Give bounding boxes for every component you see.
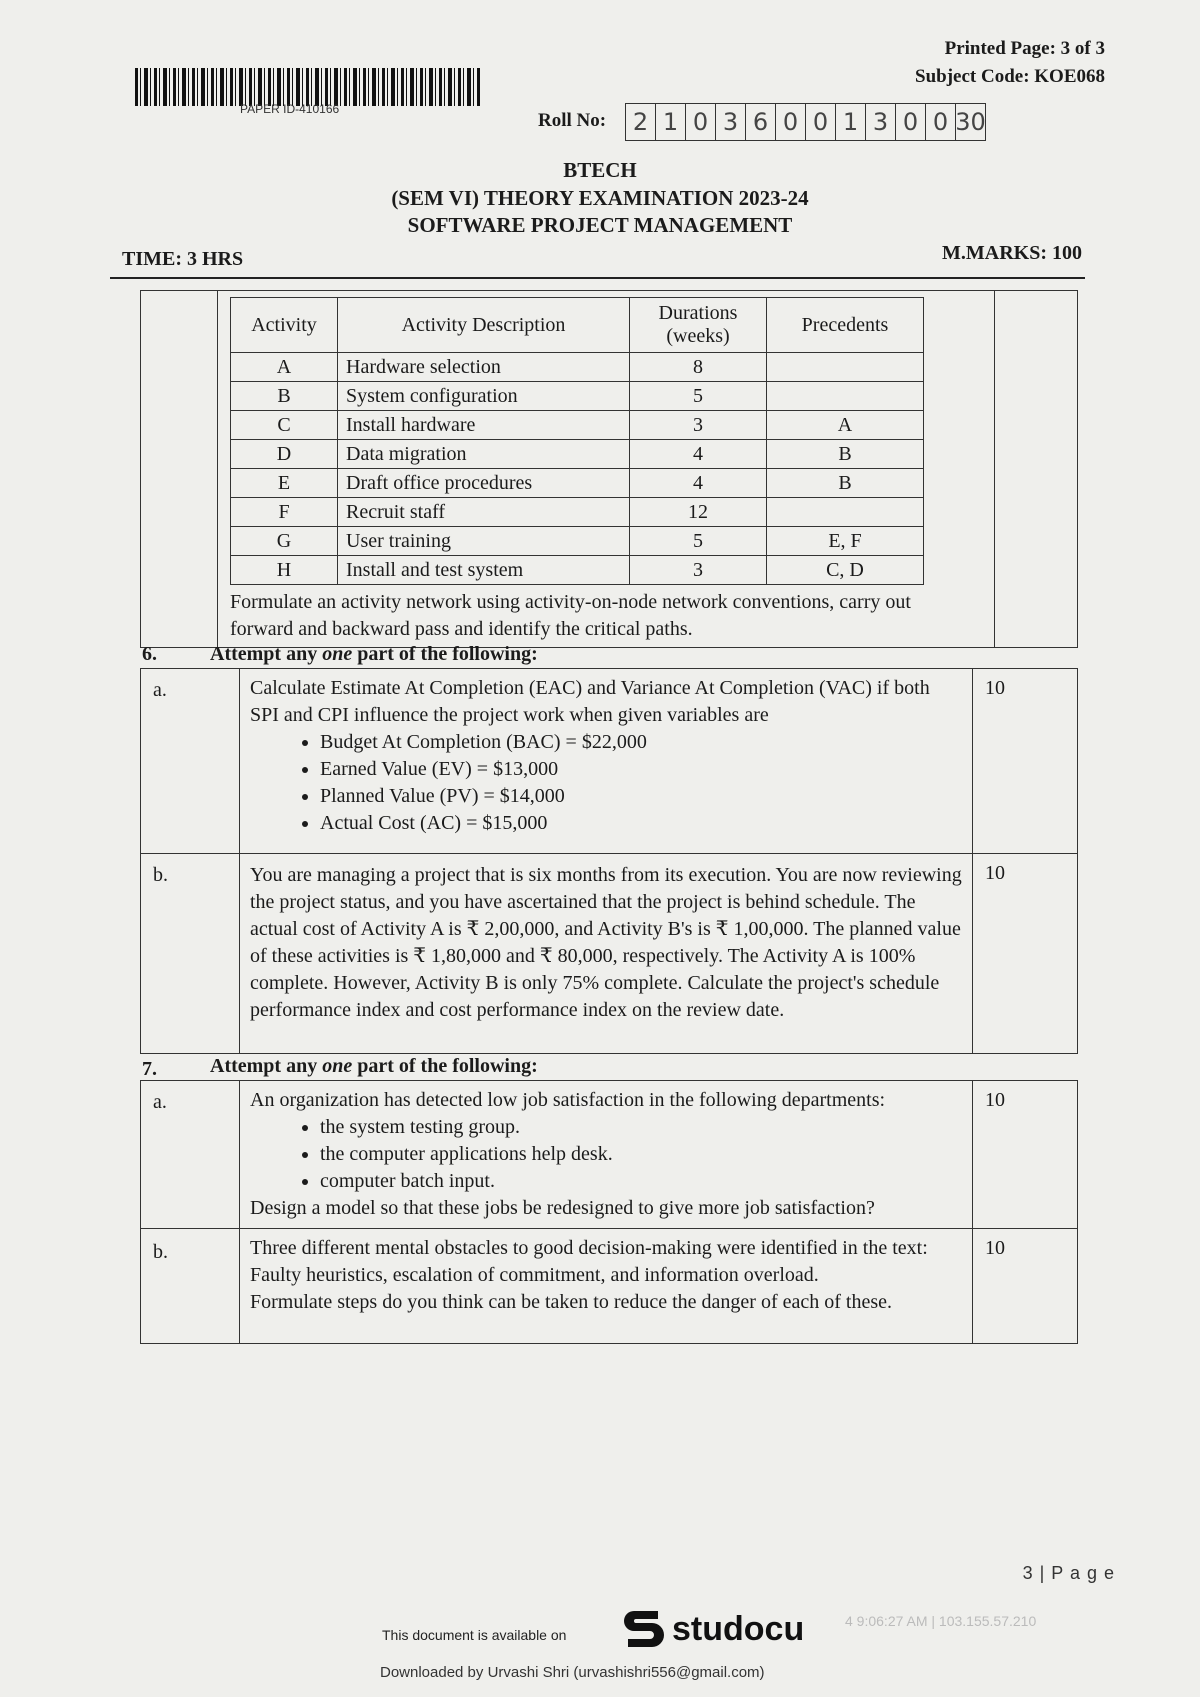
subject-code: Subject Code: KOE068 [915, 66, 1105, 87]
q7-title: Attempt any one part of the following: [210, 1055, 538, 1077]
activity-id: C [231, 411, 338, 440]
bullet-item: • the computer applications help desk. [320, 1141, 962, 1168]
activity-id: D [231, 440, 338, 469]
q7b-text1: Three different mental obstacles to good decision-making were identified in the text: [250, 1237, 928, 1259]
q7a-text: An organization has detected low job satisfaction in the following departments: [250, 1089, 886, 1111]
roll-digit: 2 [626, 104, 656, 140]
activity-precedents: C, D [767, 556, 924, 585]
roll-digit: 30 [955, 108, 986, 136]
activity-duration: 5 [630, 382, 767, 411]
activity-question-block [140, 290, 1078, 648]
activity-table [230, 297, 924, 585]
q7a-bullets [250, 1114, 962, 1195]
col-duration: Durations (weeks) [630, 298, 767, 353]
q7b-label: b. [141, 1229, 240, 1344]
roll-digit: 6 [746, 104, 776, 140]
activity-row [231, 556, 924, 585]
activity-row [231, 527, 924, 556]
activity-duration: 5 [630, 527, 767, 556]
activity-duration: 4 [630, 469, 767, 498]
q6b-marks: 10 [973, 854, 1078, 1054]
bullet-item: • the system testing group. [320, 1114, 962, 1141]
activity-row [231, 382, 924, 411]
activity-precedents [767, 382, 924, 411]
col-description: Activity Description [338, 298, 630, 353]
q7b-body [240, 1229, 973, 1344]
timestamp-stamp: 4 9:06:27 AM | 103.155.57.210 [845, 1613, 1037, 1629]
col-activity: Activity [231, 298, 338, 353]
bullet-item: • computer batch input. [320, 1168, 962, 1195]
bullet-item: • Actual Cost (AC) = $15,000 [320, 810, 962, 837]
roll-digit: 1 [656, 104, 686, 140]
q7a-marks: 10 [973, 1081, 1078, 1229]
subject-title: SOFTWARE PROJECT MANAGEMENT [407, 213, 793, 237]
activity-row [231, 498, 924, 527]
q6a-body [240, 669, 973, 854]
activity-id: H [231, 556, 338, 585]
bullet-item: • Budget At Completion (BAC) = $22,000 [320, 729, 962, 756]
activity-description: Install and test system [338, 556, 630, 585]
activity-description: Draft office procedures [338, 469, 630, 498]
activity-duration: 3 [630, 556, 767, 585]
q6a-marks: 10 [973, 669, 1078, 854]
activity-row [231, 411, 924, 440]
bullet-item: • Earned Value (EV) = $13,000 [320, 756, 962, 783]
activity-duration: 8 [630, 353, 767, 382]
q7b-marks: 10 [973, 1229, 1078, 1344]
paper-id: PAPER ID-410166 [240, 102, 340, 116]
studocu-logo-icon [620, 1605, 668, 1649]
activity-precedents: B [767, 469, 924, 498]
roll-digit: 0 [776, 104, 806, 140]
q6-title: Attempt any one part of the following: [210, 643, 538, 665]
q7a-label: a. [141, 1081, 240, 1229]
activity-description: Install hardware [338, 411, 630, 440]
activity-precedents: A [767, 411, 924, 440]
activity-row [231, 440, 924, 469]
activity-id: E [231, 469, 338, 498]
q7b-text2: Faulty heuristics, escalation of commitment, and information overload. [250, 1264, 819, 1286]
col-precedents: Precedents [767, 298, 924, 353]
exam-title: (SEM VI) THEORY EXAMINATION 2023-24 [391, 186, 809, 210]
activity-duration: 3 [630, 411, 767, 440]
roll-digit: 0 [896, 104, 926, 140]
activity-description: Recruit staff [338, 498, 630, 527]
activity-precedents [767, 498, 924, 527]
activity-id: F [231, 498, 338, 527]
downloaded-by: Downloaded by Urvashi Shri (urvashishri556@gmail.com) [380, 1664, 765, 1681]
bullet-item: • Planned Value (PV) = $14,000 [320, 783, 962, 810]
q7a-body [240, 1081, 973, 1229]
activity-precedents: B [767, 440, 924, 469]
activity-description: System configuration [338, 382, 630, 411]
q7a-after: Design a model so that these jobs be redesigned to give more job satisfaction? [250, 1197, 875, 1219]
printed-page: Printed Page: 3 of 3 [944, 38, 1105, 59]
page-number: 3 | P a g e [1022, 1563, 1115, 1583]
q6a-text: Calculate Estimate At Completion (EAC) and Variance At Completion (VAC) if both SPI and CPI influence the project work when given variables are [250, 677, 930, 726]
q6-number: 6. [142, 643, 157, 665]
activity-description: User training [338, 527, 630, 556]
activity-row [231, 353, 924, 382]
q7b-text3: Formulate steps do you think can be taken to reduce the danger of each of these. [250, 1291, 893, 1313]
barcode [135, 68, 480, 106]
activity-duration: 12 [630, 498, 767, 527]
degree: BTECH [563, 158, 637, 182]
max-marks: M.MARKS: 100 [942, 242, 1082, 264]
activity-precedents [767, 353, 924, 382]
roll-digit: 3 [866, 104, 896, 140]
studocu-brand: studocu [672, 1610, 805, 1648]
activity-id: G [231, 527, 338, 556]
q7-table [140, 1080, 1078, 1344]
activity-duration: 4 [630, 440, 767, 469]
activity-row [231, 469, 924, 498]
activity-instruction: Formulate an activity network using activity-on-node network conventions, carry out forward and backward pass and identify the critical paths. [230, 591, 911, 640]
time: TIME: 3 HRS [122, 248, 244, 270]
available-text: This document is available on [382, 1627, 567, 1643]
roll-digit: 0 [806, 104, 836, 140]
q7-number: 7. [142, 1058, 157, 1080]
roll-digit: 0 [926, 104, 956, 140]
activity-id: B [231, 382, 338, 411]
activity-description: Hardware selection [338, 353, 630, 382]
roll-digit: 3 [716, 104, 746, 140]
roll-number-boxes [625, 103, 986, 141]
header-divider [110, 277, 1085, 279]
q6a-bullets [250, 729, 962, 837]
roll-label: Roll No: [538, 110, 607, 131]
roll-digit: 0 [686, 104, 716, 140]
q6b-text: You are managing a project that is six months from its execution. You are now reviewing the project status, and you have ascertained that the project is behind schedule. The actual cost of Activity A is ₹ 2,00,000, and Activity B's is ₹ 1,00,000. The planned value of these activities is ₹ 1,80,000 and ₹ 80,000, respectively. The Activity A is 100% complete. However, Activity B is only 75% complete. Calculate the project's schedule performance index and cost performance index on the review date. [240, 854, 973, 1054]
activity-description: Data migration [338, 440, 630, 469]
q6-table [140, 668, 1078, 1054]
roll-digit: 1 [836, 104, 866, 140]
q6a-label: a. [141, 669, 240, 854]
activity-id: A [231, 353, 338, 382]
q6b-label: b. [141, 854, 240, 1054]
activity-precedents: E, F [767, 527, 924, 556]
